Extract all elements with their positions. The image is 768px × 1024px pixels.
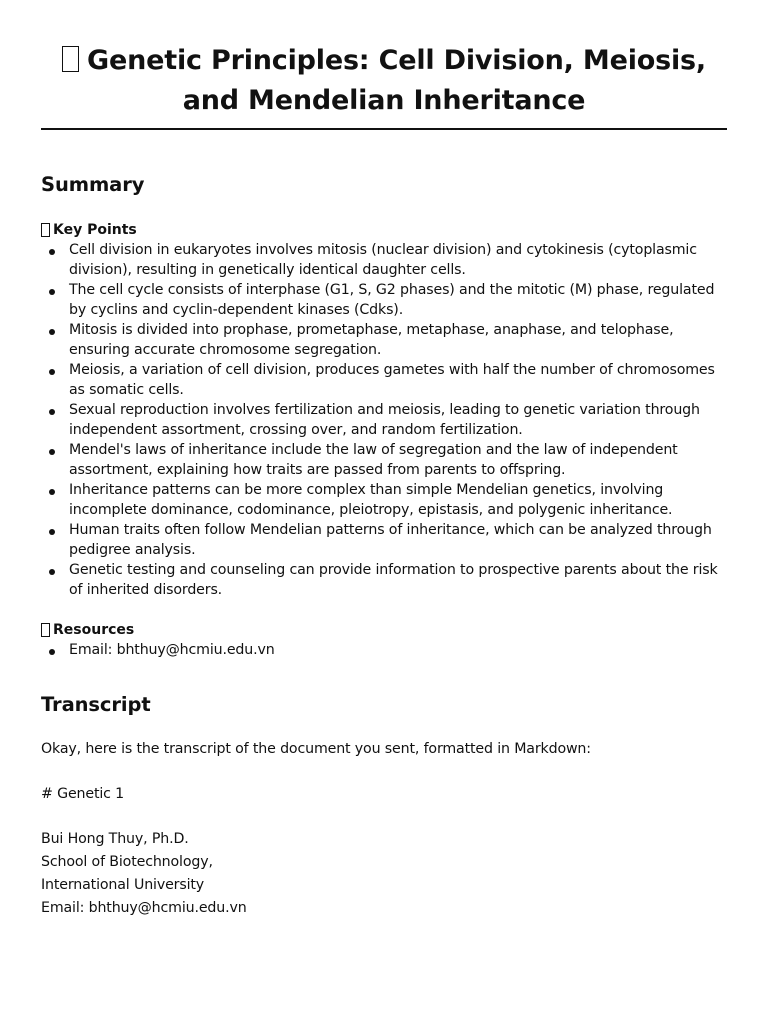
list-item — [41, 400, 727, 440]
list-item-text: Email: bhthuy@hcmiu.edu.vn — [69, 642, 275, 658]
bullet-icon — [49, 409, 55, 415]
missing-glyph-box-icon — [62, 46, 79, 72]
missing-glyph-box-icon — [41, 623, 50, 637]
bullet-icon — [49, 369, 55, 375]
bullet-icon — [49, 649, 55, 655]
list-item — [41, 520, 727, 560]
list-item — [41, 280, 727, 320]
list-item-text: Human traits often follow Mendelian patterns of inheritance, which can be analyzed through pedigree analysis. — [69, 522, 712, 558]
missing-glyph-box-icon — [41, 223, 50, 237]
list-item-text: Mendel's laws of inheritance include the law of segregation and the law of independent assortment, explaining how traits are passed from parents to offspring. — [69, 442, 678, 478]
bullet-icon — [49, 289, 55, 295]
list-item — [41, 320, 727, 360]
author-block — [41, 828, 727, 920]
list-item-text: The cell cycle consists of interphase (G1, S, G2 phases) and the mitotic (M) phase, regulated by cyclins and cyclin-dependent kinases (Cdks). — [69, 282, 715, 318]
key-points-list — [41, 240, 727, 600]
resources-heading-text: Resources — [53, 622, 135, 638]
transcript-heading-line: # Genetic 1 — [41, 786, 125, 802]
list-item — [41, 640, 727, 660]
resources-list — [41, 640, 727, 660]
list-item-text: Meiosis, a variation of cell division, produces gametes with half the number of chromosomes as somatic cells. — [69, 362, 715, 398]
list-item — [41, 560, 727, 600]
key-points-heading — [41, 220, 727, 240]
bullet-icon — [49, 569, 55, 575]
list-item-text: Inheritance patterns can be more complex than simple Mendelian genetics, involving incomplete dominance, codominance, pleiotropy, epistasis, and polygenic inheritance. — [69, 482, 673, 518]
list-item-text: Sexual reproduction involves fertilization and meiosis, leading to genetic variation through independent assortment, crossing over, and random fertilization. — [69, 402, 700, 438]
bullet-icon — [49, 449, 55, 455]
document-title-text: Genetic Principles: Cell Division, Meiosis, and Mendelian Inheritance — [87, 45, 706, 116]
author-email: Email: bhthuy@hcmiu.edu.vn — [41, 900, 247, 916]
author-university: International University — [41, 877, 205, 893]
list-item-text: Genetic testing and counseling can provide information to prospective parents about the risk of inherited disorders. — [69, 562, 718, 598]
list-item-text: Cell division in eukaryotes involves mitosis (nuclear division) and cytokinesis (cytoplasmic division), resulting in genetically identical daughter cells. — [69, 242, 697, 278]
list-item — [41, 240, 727, 280]
author-school: School of Biotechnology, — [41, 854, 213, 870]
author-name: Bui Hong Thuy, Ph.D. — [41, 831, 189, 847]
title-divider — [41, 128, 727, 130]
document-title — [41, 0, 727, 121]
summary-heading: Summary — [41, 173, 145, 196]
bullet-icon — [49, 529, 55, 535]
transcript-intro: Okay, here is the transcript of the document you sent, formatted in Markdown: — [41, 741, 591, 757]
list-item — [41, 360, 727, 400]
list-item-text: Mitosis is divided into prophase, prometaphase, metaphase, anaphase, and telophase, ensuring accurate chromosome segregation. — [69, 322, 674, 358]
resources-heading — [41, 620, 727, 640]
transcript-heading: Transcript — [41, 693, 151, 716]
bullet-icon — [49, 249, 55, 255]
bullet-icon — [49, 329, 55, 335]
list-item — [41, 440, 727, 480]
bullet-icon — [49, 489, 55, 495]
key-points-heading-text: Key Points — [53, 222, 137, 238]
list-item — [41, 480, 727, 520]
